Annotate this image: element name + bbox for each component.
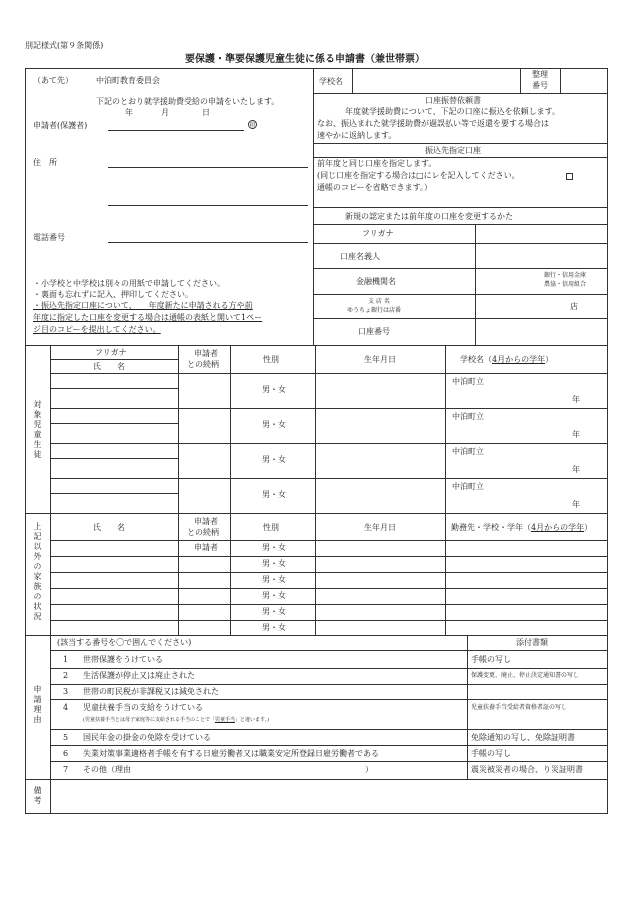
reason-6-text: 失業対策事業適格者手帳を有する日雇労働者又は職業安定所登録日雇労働者である <box>83 749 379 758</box>
note-1: ・小学校と中学校は別々の用紙で申請してください。 <box>33 279 225 288</box>
reason-4-number[interactable]: 4 <box>63 703 69 712</box>
reason-7-text: その他（理由 <box>83 765 131 774</box>
applicant-label: 申請者(保護者) <box>33 121 88 130</box>
student-1-grade[interactable]: 年 <box>572 395 580 404</box>
reason-4-text: 児童扶養手当の支給をうけている <box>83 703 203 712</box>
family-work-header: 勤務先・学校・学年（4月からの学年） <box>451 523 593 532</box>
attached-docs-header: 添付書類 <box>516 638 548 647</box>
bank-request-title: 口座振替依頼書 <box>425 96 481 105</box>
reason-7-doc: 震災被災者の場合、り災証明書 <box>471 765 583 774</box>
student-2-grade[interactable]: 年 <box>572 430 580 439</box>
phone-line[interactable] <box>108 242 308 243</box>
student-4-gender[interactable]: 男・女 <box>262 490 286 499</box>
branch-label-1: 支 店 名 <box>368 298 390 305</box>
reason-5-doc: 免除通知の写し、免除証明書 <box>471 733 575 742</box>
reason-5-text: 国民年金の掛金の免除を受けている <box>83 733 211 742</box>
account-holder-label: 口座名義人 <box>340 252 380 261</box>
reasons-side-label: 申請理由 <box>33 685 42 725</box>
reason-3-text: 世帯の町民税が非課税又は減免された <box>83 687 219 696</box>
family-relation-header-2: との続柄 <box>187 528 219 537</box>
student-4-grade[interactable]: 年 <box>572 500 580 509</box>
students-side-label: 対象児童生徒 <box>33 400 42 460</box>
check-note-1: (同じ口座を指定する場合は□にレを記入してください。 <box>317 171 520 180</box>
remarks-field[interactable] <box>51 780 607 813</box>
student-2-gender[interactable]: 男・女 <box>262 420 286 429</box>
reason-4-note: (児童扶養手当とは母子家庭等に支給される手当のことで「児童手当」と違います。) <box>83 717 270 723</box>
reason-2-doc: 保護変更、廃止、停止決定通知書の写し <box>471 672 580 679</box>
family-gender-header: 性別 <box>263 523 279 532</box>
reason-6-number[interactable]: 6 <box>63 749 69 758</box>
remarks-side-label: 備考 <box>33 786 42 806</box>
seal-mark: 印 <box>249 122 256 129</box>
student-4-school[interactable]: 中泊町立 <box>452 482 484 491</box>
student-school-header: 学校名（4月からの学年） <box>460 355 554 364</box>
reg-number-label-2: 番号 <box>532 81 548 90</box>
note-5: ジ目のコピーを提出してください。 <box>33 325 161 334</box>
reason-7-close-paren: ） <box>365 765 373 774</box>
addressee-label: （あて先） <box>33 76 73 85</box>
reason-2-text: 生活保護が停止又は廃止された <box>83 671 195 680</box>
reason-1-number[interactable]: 1 <box>63 655 69 664</box>
branch-label-2: ゆうちょ銀行は店番 <box>347 307 402 314</box>
reason-3-number[interactable]: 3 <box>63 687 69 696</box>
family-1-gender[interactable]: 男・女 <box>262 543 286 552</box>
page-title: 要保護・準要保護児童生徒に係る申請書（兼世帯票） <box>185 54 425 65</box>
account-number-label: 口座番号 <box>358 327 390 336</box>
student-3-grade[interactable]: 年 <box>572 465 580 474</box>
student-gender-header: 性別 <box>263 355 279 364</box>
student-3-gender[interactable]: 男・女 <box>262 455 286 464</box>
student-furigana-header: フリガナ <box>95 348 127 357</box>
same-account-checkbox[interactable] <box>566 173 573 180</box>
form-reference: 別記様式(第９条関係) <box>25 41 104 50</box>
family-birth-header: 生年月日 <box>364 523 396 532</box>
student-1-gender[interactable]: 男・女 <box>262 385 286 394</box>
address-line-2[interactable] <box>108 205 308 206</box>
school-name-label: 学校名 <box>319 77 343 86</box>
date-month: 月 <box>161 108 169 117</box>
date-day: 日 <box>202 108 210 117</box>
reason-1-text: 世帯保護をうけている <box>83 655 163 664</box>
note-4: 年度に指定した口座を変更する場合は通帳の表紙と開いて1ペー <box>33 313 263 322</box>
address-label: 住 所 <box>33 158 57 167</box>
side-label-column <box>50 345 51 814</box>
reason-7-number[interactable]: 7 <box>63 765 69 774</box>
institution-note-1: 銀行・信用金庫 <box>544 272 587 279</box>
reg-number-label-1: 整理 <box>532 70 548 79</box>
student-birth-header: 生年月日 <box>364 355 396 364</box>
new-account-text: 新規の認定または前年度の口座を変更するかた <box>345 212 513 221</box>
family-1-relation: 申請者 <box>194 543 218 552</box>
family-3-gender[interactable]: 男・女 <box>262 575 286 584</box>
family-4-gender[interactable]: 男・女 <box>262 591 286 600</box>
student-name-header: 氏 名 <box>93 362 125 371</box>
family-side-label: 上記以外の家族の状況 <box>33 522 42 622</box>
phone-label: 電話番号 <box>33 233 65 242</box>
student-2-school[interactable]: 中泊町立 <box>452 412 484 421</box>
family-relation-header-1: 申請者 <box>194 517 218 526</box>
same-account-text: 前年度と同じ口座を指定します。 <box>317 159 437 168</box>
student-3-school[interactable]: 中泊町立 <box>452 447 484 456</box>
reason-4-doc: 児童扶養手当受給者資格者証の写し <box>471 704 568 711</box>
reason-2-number[interactable]: 2 <box>63 671 69 680</box>
designated-account-title: 振込先指定口座 <box>425 146 481 155</box>
bank-request-body-1: 年度就学援助費について、下記の口座に振込を依頼します。 <box>345 107 561 116</box>
note-3: ・振込先指定口座について、 年度新たに申請される方や前 <box>33 301 253 310</box>
student-relation-header-2: との続柄 <box>187 360 219 369</box>
family-6-gender[interactable]: 男・女 <box>262 623 286 632</box>
family-2-gender[interactable]: 男・女 <box>262 559 286 568</box>
application-intro: 下記のとおり就学援助費受給の申請をいたします。 <box>96 97 280 106</box>
applicant-name-line[interactable] <box>108 130 244 131</box>
institution-note-2: 農協・信用組合 <box>544 281 587 288</box>
student-relation-header-1: 申請者 <box>194 349 218 358</box>
reason-5-number[interactable]: 5 <box>63 733 69 742</box>
reason-6-doc: 手帳の写し <box>471 749 511 758</box>
bank-request-body-3: 速やかに返納します。 <box>317 131 397 140</box>
institution-label: 金融機関名 <box>356 277 396 286</box>
student-1-school[interactable]: 中泊町立 <box>452 377 484 386</box>
reasons-instruction: (該当する番号を〇で囲んでください) <box>57 638 192 647</box>
check-note-2: 通帳のコピーを省略できます。） <box>317 183 433 192</box>
furigana-label: フリガナ <box>362 229 394 238</box>
addressee: 中泊町教育委員会 <box>96 76 160 85</box>
address-line-1[interactable] <box>108 167 308 168</box>
reason-1-doc: 手帳の写し <box>471 655 511 664</box>
bank-request-body-2: なお、振込まれた就学援助費が過誤払い等で返還を要する場合は <box>317 119 549 128</box>
note-2: ・裏面も忘れずに記入、押印してください。 <box>33 290 193 299</box>
family-5-gender[interactable]: 男・女 <box>262 607 286 616</box>
branch-suffix: 店 <box>570 302 578 311</box>
date-year: 年 <box>125 108 133 117</box>
family-name-header: 氏 名 <box>93 523 125 532</box>
